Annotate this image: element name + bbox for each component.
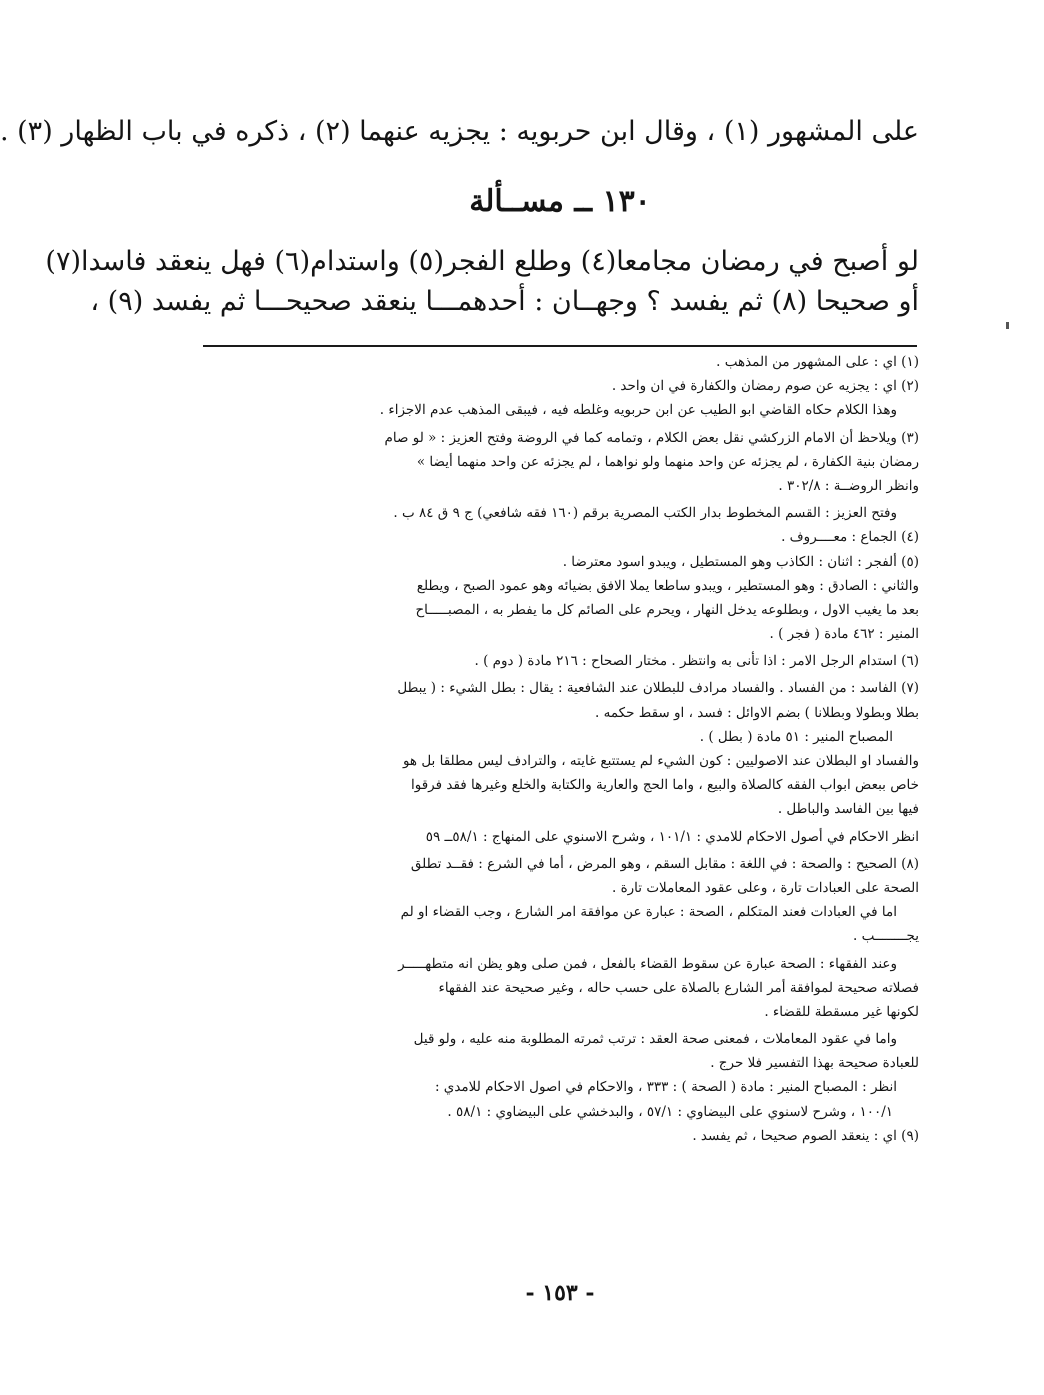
footnote-line: (٥) ألفجر : اثنان : الكاذب وهو المستطيل ، ويبدو اسود معترضا .: [562, 553, 919, 570]
footnote-line: المنير : ٤٦٢ مادة ( فجر ) .: [769, 626, 919, 643]
footnote-line: (٦) استدام الرجل الامر : اذا تأنى به وانتظر . مختار الصحاح : ٢١٦ مادة ( دوم ) .: [474, 653, 919, 670]
footnote-line: (١) اي : على المشهور من المذهب .: [716, 354, 919, 370]
footnote-line: بعد ما يغيب الاول ، وبطلوعه يدخل النهار ، ويحرم على الصائم كل ما يفطر به ، المصبـــــاح: [415, 601, 919, 618]
footnote-line: والثاني : الصادق : وهو المستطير ، ويبدو ساطعا يملا الافق بضيائه وهو عمود الصبح ، ويطلع: [416, 577, 919, 594]
footnote-line: لكونها غير مسقطة للقضاء .: [764, 1003, 919, 1020]
footnote-line: واما في عقود المعاملات ، فمعنى صحة العقد : ترتب ثمرته المطلوبة منه عليه ، ولو قيل: [413, 1031, 897, 1048]
page-number: - ١٥٣ -: [525, 1280, 595, 1306]
footnote-line: ١٠٠/١ ، وشرح لاسنوي على البيضاوي : ٥٧/١ ، والبدخشي على البيضاوي : ٥٨/١ .: [447, 1103, 893, 1120]
footnote-line: (٨) الصحيح : والصحة : في اللغة : مقابل السقم ، وهو المرض ، أما في الشرع : فقــد تطلق: [410, 855, 919, 872]
footnote-line: (٤) الجماع : معــــروف .: [781, 529, 919, 546]
footnotes: [199, 350, 919, 1148]
footnote-line: خاص ببعض ابواب الفقه كالصلاة والبيع ، واما الحج والعارية والكتابة والخلع وغيرها فقد فرقوا: [411, 777, 919, 794]
footnote-separator: [203, 345, 917, 347]
footnote-line: فصلاته صحيحة لموافقة أمر الشارع بالصلاة على حسب حاله ، وغير صحيحة عند الفقهاء: [438, 979, 919, 996]
footnote-line: وانظر الروضــة : ٣٠٢/٨ .: [778, 477, 919, 494]
footnote-line: انظر : المصباح المنير : مادة ( الصحة ) : ٣٣٣ ، والاحكام في اصول الاحكام للامدي :: [434, 1079, 897, 1096]
margin-mark: [1006, 322, 1009, 329]
footnote-line: (٩) اي : ينعقد الصوم صحيحا ، ثم يفسد .: [692, 1127, 919, 1144]
footnote-line: المصباح المنير : ٥١ مادة ( بطل ) .: [699, 728, 893, 745]
footnote-line: رمضان بنية الكفارة ، لم يجزئه عن واحد منهما ولو نواهما ، لم يجزئه عن واحد منهما أيضا »: [416, 453, 919, 470]
footnote-line: والفساد او البطلان عند الاصوليين : كون الشيء لم يستتبع غايته ، والترادف ليس مطلقا بل هو: [402, 753, 919, 769]
footnote-line: وفتح العزيز : القسم المخطوط بدار الكتب المصرية برقم (١٦٠ فقه شافعي) ج ٩ ق ٨٤ ب .: [393, 505, 897, 522]
section-heading: ١٣٠ ــ مســألة: [469, 184, 651, 219]
footnote-line: بطلا وبطولا وبطلانا ) بضم الاوائل : فسد ، او سقط حكمه .: [595, 704, 919, 721]
main-text-line-1: على المشهور (١) ، وقال ابن حربويه : يجزيه عنهما (٢) ، ذكره في باب الظهار (٣) .: [0, 116, 919, 147]
footnote-line: اما في العبادات فعند المتكلم ، الصحة : عبارة عن موافقة امر الشارع ، وجب القضاء او لم: [400, 904, 897, 921]
footnote-line: فيها بين الفاسد والباطل .: [777, 801, 919, 818]
footnote-line: (٧) الفاسد : من الفساد . والفساد مرادف للبطلان عند الشافعية : يقال : بطل الشيء : ( يبطل: [397, 680, 919, 697]
footnote-line: انظر الاحكام في أصول الاحكام للامدي : ١٠١/١ ، وشرح الاسنوي على المنهاج : ٥٨/١ــ ٥٩: [425, 828, 919, 845]
footnote-line: (٢) اي : يجزيه عن صوم رمضان والكفارة في ان واحد .: [611, 378, 919, 395]
footnote-line: وعند الفقهاء : الصحة عبارة عن سقوط القضاء بالفعل ، فمن صلى وهو يظن انه متطهـــــر: [398, 955, 897, 972]
footnote-line: (٣) ويلاحظ أن الامام الزركشي نقل بعض الكلام ، وتمامه كما في الروضة وفتح العزيز : « لو صام: [384, 429, 919, 446]
footnote-line: وهذا الكلام حكاه القاضي ابو الطيب عن ابن حربويه وغلطه فيه ، فيبقى المذهب عدم الاجزاء .: [379, 402, 897, 419]
main-text-line-3: أو صحيحا (٨) ثم يفسد ؟ وجهــان : أحدهمـــا ينعقد صحيحـــا ثم يفسد (٩) ،: [90, 286, 919, 317]
main-text-line-2: لو أصبح في رمضان مجامعا(٤) وطلع الفجر(٥) واستدام(٦) فهل ينعقد فاسدا(٧): [45, 246, 919, 277]
footnote-line: يجــــــــب .: [853, 928, 919, 945]
footnote-line: للعبادة صحيحة بهذا التفسير فلا حرج .: [710, 1055, 919, 1072]
footnote-line: الصحة على العبادات تارة ، وعلى عقود المعاملات تارة .: [612, 879, 919, 896]
